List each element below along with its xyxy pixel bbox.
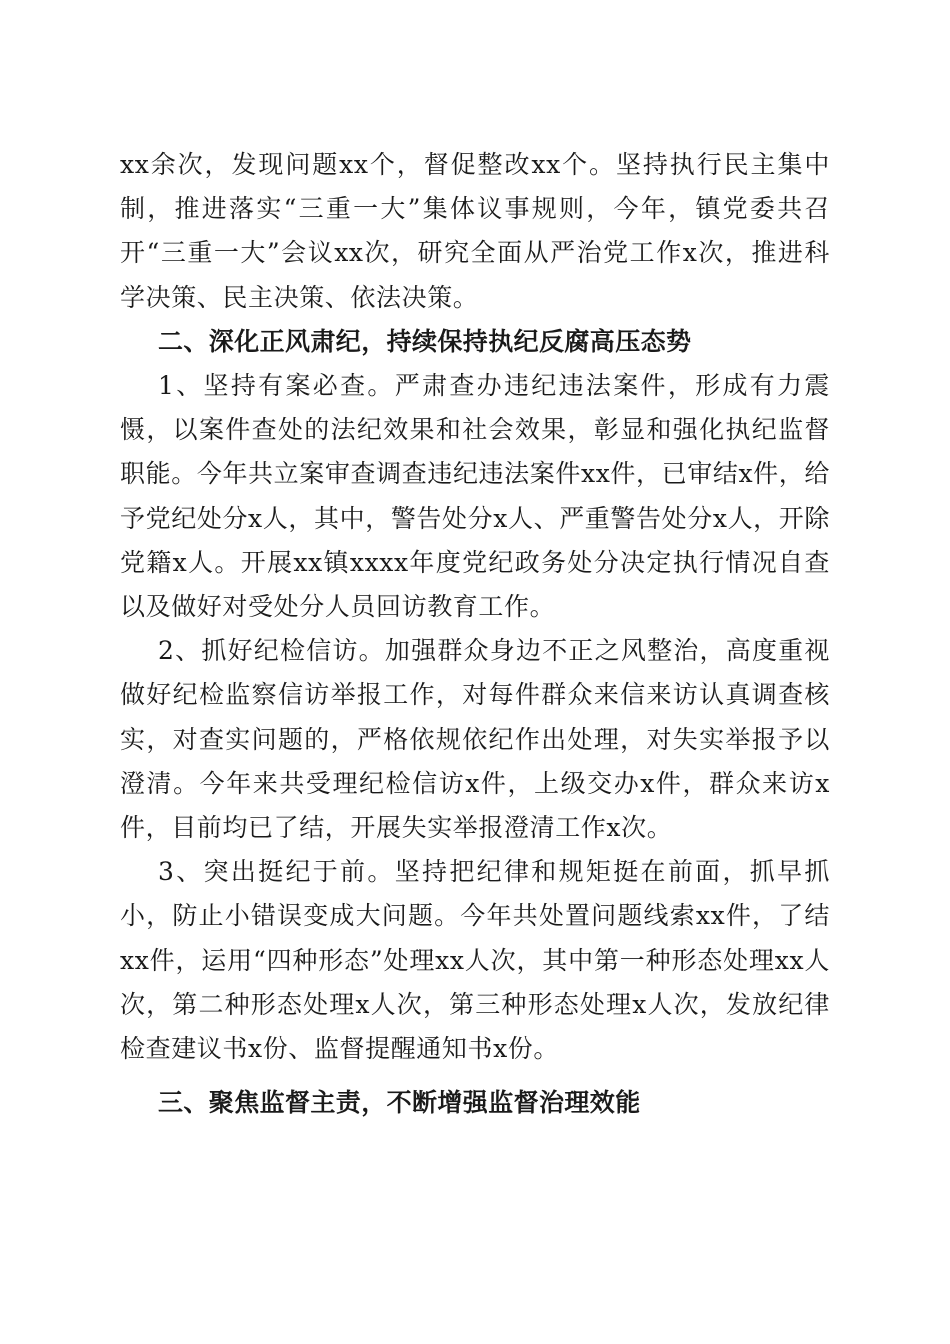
paragraph-continuation: xx余次，发现问题xx个，督促整改xx个。坚持执行民主集中制，推进落实“三重一大”集体议事规则，今年，镇党委共召开“三重一大”会议xx次，研究全面从严治党工作x次，推进科学决策、民主决策、依法决策。 [120,150,830,312]
section-heading-2: 二、深化正风肃纪，持续保持执纪反腐高压态势 [158,326,692,356]
paragraph-case-handling: 1、坚持有案必查。严肃查办违纪违法案件，形成有力震慑，以案件查处的法纪效果和社会效果，彰显和强化执纪监督职能。今年共立案审查调查违纪违法案件xx件，已审结x件，给予党纪处分x人，其中，警告处分x人、严重警告处分x人，开除党籍x人。开展xx镇xxxx年度党纪政务处分决定执行情况自查以及做好对受处分人员回访教育工作。 [120,371,830,622]
section-heading-3: 三、聚焦监督主责，不断增强监督治理效能 [158,1088,641,1118]
document-body [120,143,830,1125]
paragraph-petitions: 2、抓好纪检信访。加强群众身边不正之风整治，高度重视做好纪检监察信访举报工作，对每件群众来信来访认真调查核实，对查实问题的，严格依规依纪作出处理，对失实举报予以澄清。今年来共受理纪检信访x件，上级交办x件，群众来访x件，目前均已了结，开展失实举报澄清工作x次。 [120,636,830,843]
paragraph-discipline-first: 3、突出挺纪于前。坚持把纪律和规矩挺在前面，抓早抓小，防止小错误变成大问题。今年共处置问题线索xx件，了结xx件，运用“四种形态”处理xx人次，其中第一种形态处理xx人次，第二种形态处理x人次，第三种形态处理x人次，发放纪律检查建议书x份、监督提醒通知书x份。 [120,857,830,1064]
